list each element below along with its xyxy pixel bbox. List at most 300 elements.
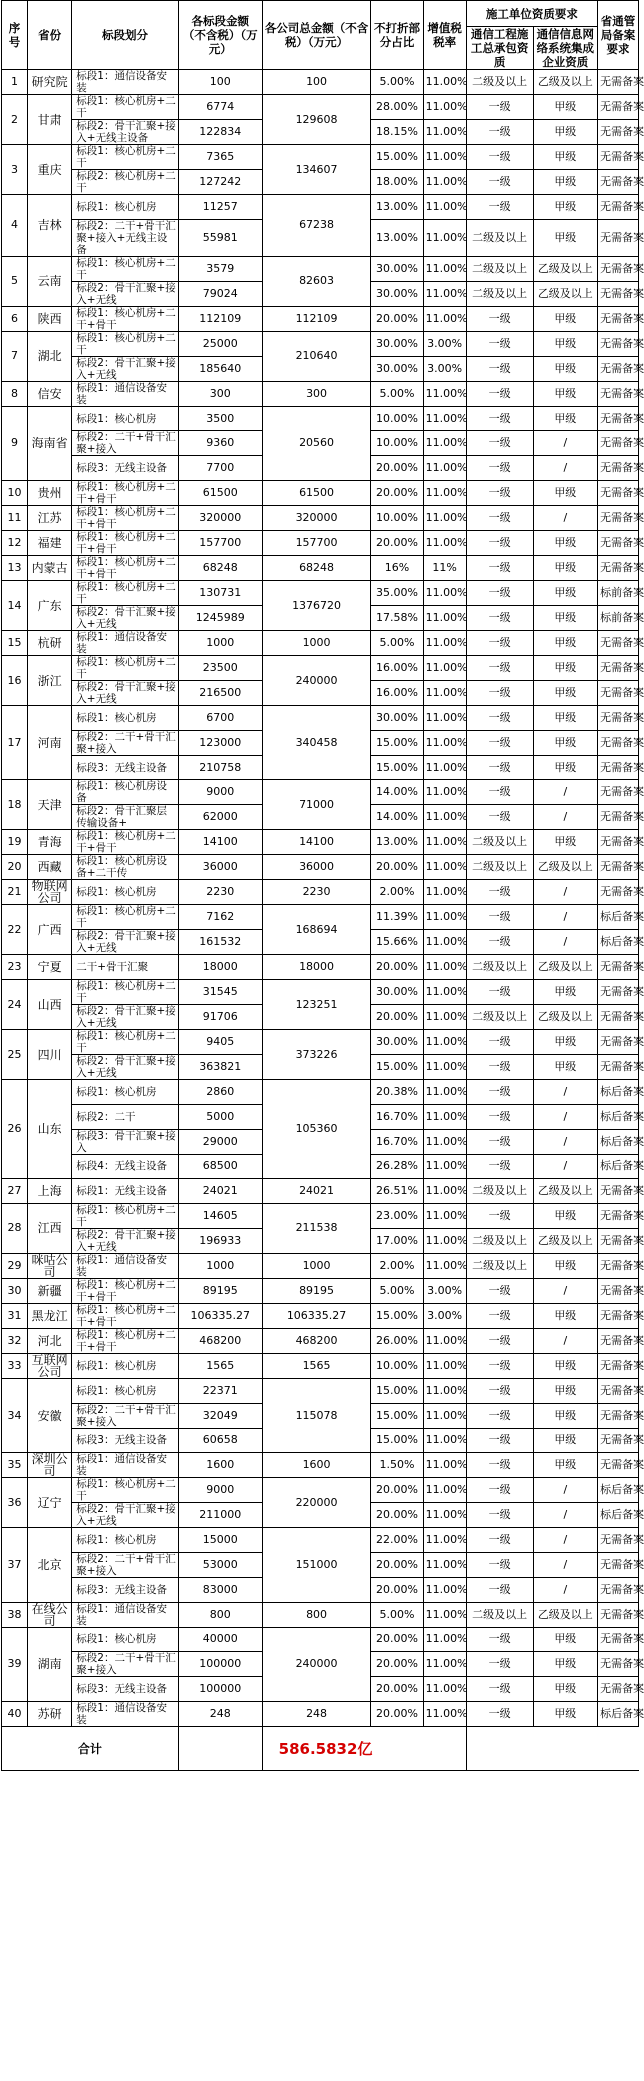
integration-qualification: 乙级及以上 [533,1005,598,1030]
construction-qualification: 一级 [466,381,533,406]
integration-qualification: 甲级 [533,581,598,606]
company-total: 134607 [262,145,371,195]
vat-rate: 11.00% [423,1677,466,1702]
row-province: 宁夏 [28,955,72,980]
company-total: 129608 [262,95,371,145]
integration-qualification: 乙级及以上 [533,1179,598,1204]
integration-qualification: 甲级 [533,195,598,220]
construction-qualification: 一级 [466,631,533,656]
vat-rate: 11.00% [423,256,466,281]
no-discount-ratio: 22.00% [371,1528,423,1553]
segment-name: 标段2：骨干汇聚+接入+无线 [72,1503,179,1528]
filing-requirement: 无需备案 [598,70,639,95]
integration-qualification: 乙级及以上 [533,70,598,95]
company-total: 123251 [262,980,371,1030]
row-province: 信安 [28,381,72,406]
segment-amount: 123000 [178,730,262,755]
vat-rate: 11.00% [423,606,466,631]
row-province: 辽宁 [28,1478,72,1528]
segment-name: 标段1：核心机房+二干 [72,1478,179,1503]
no-discount-ratio: 16.00% [371,656,423,681]
construction-qualification: 一级 [466,1129,533,1154]
no-discount-ratio: 18.00% [371,170,423,195]
company-total: 1000 [262,1253,371,1278]
no-discount-ratio: 20.00% [371,1552,423,1577]
filing-requirement: 无需备案 [598,306,639,331]
segment-name: 标段1：核心机房设备+二干传 [72,855,179,880]
segment-amount: 1565 [178,1353,262,1378]
vat-rate: 3.00% [423,1303,466,1328]
construction-qualification: 一级 [466,1478,533,1503]
filing-requirement: 无需备案 [598,1428,639,1453]
row-seq: 31 [2,1303,28,1328]
integration-qualification: 甲级 [533,1055,598,1080]
segment-amount: 2860 [178,1080,262,1105]
header-row [2,1,639,27]
filing-requirement: 无需备案 [598,1677,639,1702]
row-seq: 25 [2,1030,28,1080]
no-discount-ratio: 11.39% [371,905,423,930]
filing-requirement: 无需备案 [598,1228,639,1253]
integration-qualification: 乙级及以上 [533,855,598,880]
table-row [2,331,639,356]
row-seq: 39 [2,1627,28,1701]
company-total: 1376720 [262,581,371,631]
filing-requirement: 无需备案 [598,1577,639,1602]
segment-name: 标段2：骨干汇聚+接入+无线 [72,356,179,381]
vat-rate: 11.00% [423,1403,466,1428]
vat-rate: 11.00% [423,506,466,531]
construction-qualification: 一级 [466,1627,533,1652]
vat-rate: 11.00% [423,581,466,606]
construction-qualification: 一级 [466,170,533,195]
construction-qualification: 一级 [466,456,533,481]
construction-qualification: 二级及以上 [466,830,533,855]
integration-qualification: 甲级 [533,755,598,780]
row-province: 云南 [28,256,72,306]
segment-amount: 61500 [178,481,262,506]
segment-name: 标段2：骨干汇聚+接入+无线 [72,606,179,631]
table-row [2,506,639,531]
row-seq: 32 [2,1328,28,1353]
no-discount-ratio: 14.00% [371,805,423,830]
segment-amount: 161532 [178,930,262,955]
row-seq: 14 [2,581,28,631]
construction-qualification: 一级 [466,145,533,170]
no-discount-ratio: 23.00% [371,1203,423,1228]
vat-rate: 11.00% [423,1478,466,1503]
integration-qualification: 甲级 [533,406,598,431]
table-row [2,855,639,880]
row-province: 山西 [28,980,72,1030]
integration-qualification: 甲级 [533,1652,598,1677]
vat-rate: 11.00% [423,1552,466,1577]
vat-rate: 11.00% [423,955,466,980]
vat-rate: 11.00% [423,930,466,955]
construction-qualification: 一级 [466,1328,533,1353]
row-province: 互联网公司 [28,1353,72,1378]
integration-qualification: / [533,1080,598,1105]
total-spacer [178,1727,262,1771]
row-province: 河北 [28,1328,72,1353]
filing-requirement: 无需备案 [598,1179,639,1204]
no-discount-ratio: 28.00% [371,95,423,120]
integration-qualification: 甲级 [533,1677,598,1702]
company-total: 373226 [262,1030,371,1080]
row-province: 在线公司 [28,1602,72,1627]
segment-name: 标段1：核心机房 [72,880,179,905]
construction-qualification: 二级及以上 [466,955,533,980]
vat-rate: 11.00% [423,1702,466,1727]
table-row [2,631,639,656]
no-discount-ratio: 20.00% [371,955,423,980]
company-total: 61500 [262,481,371,506]
row-province: 吉林 [28,195,72,257]
vat-rate: 11.00% [423,1055,466,1080]
integration-qualification: 甲级 [533,356,598,381]
segment-name: 标段1：核心机房 [72,1080,179,1105]
table-row [2,1378,639,1403]
vat-rate: 11.00% [423,1104,466,1129]
row-province: 苏研 [28,1702,72,1727]
construction-qualification: 一级 [466,1577,533,1602]
no-discount-ratio: 30.00% [371,256,423,281]
row-seq: 26 [2,1080,28,1179]
segment-amount: 31545 [178,980,262,1005]
segment-name: 标段1：核心机房+二干 [72,256,179,281]
no-discount-ratio: 20.00% [371,855,423,880]
filing-requirement: 无需备案 [598,830,639,855]
filing-requirement: 无需备案 [598,481,639,506]
integration-qualification: 甲级 [533,606,598,631]
segment-amount: 15000 [178,1528,262,1553]
segment-name: 标段3：无线主设备 [72,1428,179,1453]
integration-qualification: 甲级 [533,1627,598,1652]
vat-rate: 11.00% [423,706,466,731]
integration-qualification: 甲级 [533,556,598,581]
no-discount-ratio: 15.00% [371,1428,423,1453]
segment-amount: 196933 [178,1228,262,1253]
company-total: 2230 [262,880,371,905]
segment-name: 标段2：骨干汇聚+接入+无线主设备 [72,120,179,145]
construction-qualification: 一级 [466,905,533,930]
filing-requirement: 无需备案 [598,706,639,731]
filing-requirement: 无需备案 [598,805,639,830]
vat-rate: 11.00% [423,1253,466,1278]
no-discount-ratio: 5.00% [371,70,423,95]
integration-qualification: 甲级 [533,1353,598,1378]
integration-qualification: / [533,456,598,481]
filing-requirement: 标后备案 [598,1503,639,1528]
integration-qualification: 乙级及以上 [533,955,598,980]
row-province: 贵州 [28,481,72,506]
construction-qualification: 一级 [466,706,533,731]
segment-amount: 11257 [178,195,262,220]
filing-requirement: 无需备案 [598,1528,639,1553]
no-discount-ratio: 20.00% [371,1577,423,1602]
table-row [2,1328,639,1353]
vat-rate: 11.00% [423,980,466,1005]
construction-qualification: 一级 [466,1403,533,1428]
segment-amount: 14100 [178,830,262,855]
filing-requirement: 无需备案 [598,356,639,381]
row-province: 江西 [28,1203,72,1253]
company-total: 157700 [262,531,371,556]
vat-rate: 11.00% [423,170,466,195]
segment-name: 标段1：核心机房+二干+骨干 [72,830,179,855]
header-filing-requirement: 省通管局备案要求 [598,1,639,70]
integration-qualification: 甲级 [533,170,598,195]
no-discount-ratio: 20.00% [371,1503,423,1528]
integration-qualification: 甲级 [533,120,598,145]
company-total: 151000 [262,1528,371,1602]
segment-amount: 468200 [178,1328,262,1353]
no-discount-ratio: 20.00% [371,531,423,556]
construction-qualification: 一级 [466,1378,533,1403]
segment-amount: 9000 [178,1478,262,1503]
segment-amount: 100000 [178,1677,262,1702]
construction-qualification: 一级 [466,306,533,331]
filing-requirement: 无需备案 [598,256,639,281]
segment-name: 标段2：二干+骨干汇聚+接入+无线主设备 [72,219,179,256]
segment-amount: 363821 [178,1055,262,1080]
filing-requirement: 无需备案 [598,1328,639,1353]
segment-name: 标段2：骨干汇聚+接入+无线 [72,1228,179,1253]
row-seq: 20 [2,855,28,880]
no-discount-ratio: 10.00% [371,506,423,531]
segment-amount: 216500 [178,681,262,706]
segment-amount: 91706 [178,1005,262,1030]
segment-name: 标段2：核心机房+二干 [72,170,179,195]
vat-rate: 11.00% [423,780,466,805]
construction-qualification: 一级 [466,755,533,780]
filing-requirement: 无需备案 [598,456,639,481]
row-province: 四川 [28,1030,72,1080]
table-row [2,706,639,731]
row-province: 青海 [28,830,72,855]
company-total: 82603 [262,256,371,306]
construction-qualification: 二级及以上 [466,219,533,256]
segment-amount: 800 [178,1602,262,1627]
company-total: 1000 [262,631,371,656]
filing-requirement: 无需备案 [598,431,639,456]
segment-name: 标段1：核心机房+二干 [72,1030,179,1055]
construction-qualification: 一级 [466,1528,533,1553]
construction-qualification: 二级及以上 [466,1005,533,1030]
segment-amount: 18000 [178,955,262,980]
segment-amount: 83000 [178,1577,262,1602]
header-segment: 标段划分 [72,1,179,70]
no-discount-ratio: 30.00% [371,706,423,731]
row-seq: 27 [2,1179,28,1204]
company-total: 1565 [262,1353,371,1378]
segment-amount: 24021 [178,1179,262,1204]
integration-qualification: 甲级 [533,631,598,656]
row-seq: 2 [2,95,28,145]
filing-requirement: 无需备案 [598,95,639,120]
segment-name: 标段1：核心机房+二干+骨干 [72,506,179,531]
row-province: 甘肃 [28,95,72,145]
company-total: 71000 [262,780,371,830]
company-total: 168694 [262,905,371,955]
vat-rate: 11.00% [423,1378,466,1403]
table-row [2,656,639,681]
segment-name: 标段2：二干+骨干汇聚+接入 [72,1403,179,1428]
construction-qualification: 一级 [466,1652,533,1677]
segment-amount: 130731 [178,581,262,606]
segment-name: 标段2：骨干汇聚+接入+无线 [72,681,179,706]
segment-name: 标段2：骨干汇聚层传输设备+ [72,805,179,830]
construction-qualification: 一级 [466,1278,533,1303]
segment-amount: 9405 [178,1030,262,1055]
integration-qualification: 甲级 [533,1203,598,1228]
header-segment-amount: 各标段金额（不含税）（万元） [178,1,262,70]
segment-name: 标段2：二干+骨干汇聚+接入 [72,1552,179,1577]
filing-requirement: 无需备案 [598,1253,639,1278]
integration-qualification: / [533,1528,598,1553]
construction-qualification: 二级及以上 [466,855,533,880]
segment-amount: 23500 [178,656,262,681]
segment-name: 标段1：核心机房+二干 [72,581,179,606]
vat-rate: 11.00% [423,1453,466,1478]
segment-amount: 1600 [178,1453,262,1478]
segment-amount: 185640 [178,356,262,381]
segment-amount: 68248 [178,556,262,581]
filing-requirement: 无需备案 [598,219,639,256]
segment-amount: 7162 [178,905,262,930]
row-province: 福建 [28,531,72,556]
filing-requirement: 无需备案 [598,656,639,681]
total-row [2,1727,639,1771]
segment-name: 标段1：通信设备安装 [72,1453,179,1478]
company-total: 211538 [262,1203,371,1253]
table-row [2,1203,639,1228]
no-discount-ratio: 15.00% [371,730,423,755]
row-seq: 4 [2,195,28,257]
segment-amount: 32049 [178,1403,262,1428]
no-discount-ratio: 16% [371,556,423,581]
row-seq: 8 [2,381,28,406]
vat-rate: 11.00% [423,1179,466,1204]
filing-requirement: 无需备案 [598,681,639,706]
vat-rate: 11.00% [423,406,466,431]
integration-qualification: 甲级 [533,706,598,731]
segment-amount: 5000 [178,1104,262,1129]
row-seq: 7 [2,331,28,381]
vat-rate: 11.00% [423,219,466,256]
company-total: 100 [262,70,371,95]
integration-qualification: / [533,431,598,456]
vat-rate: 11.00% [423,306,466,331]
segment-name: 标段1：核心机房+二干 [72,905,179,930]
vat-rate: 3.00% [423,356,466,381]
row-province: 咪咕公司 [28,1253,72,1278]
row-province: 山东 [28,1080,72,1179]
integration-qualification: 甲级 [533,95,598,120]
integration-qualification: 甲级 [533,1428,598,1453]
filing-requirement: 标后备案 [598,905,639,930]
table-row [2,556,639,581]
header-vat-rate: 增值税税率 [423,1,466,70]
vat-rate: 11.00% [423,1129,466,1154]
integration-qualification: 甲级 [533,331,598,356]
no-discount-ratio: 30.00% [371,281,423,306]
filing-requirement: 标前备案 [598,581,639,606]
table-row [2,905,639,930]
company-total: 468200 [262,1328,371,1353]
integration-qualification: 甲级 [533,531,598,556]
integration-qualification: 甲级 [533,681,598,706]
construction-qualification: 一级 [466,980,533,1005]
vat-rate: 11.00% [423,145,466,170]
construction-qualification: 一级 [466,581,533,606]
segment-amount: 1000 [178,631,262,656]
segment-name: 标段3：无线主设备 [72,755,179,780]
no-discount-ratio: 10.00% [371,406,423,431]
row-seq: 11 [2,506,28,531]
header-seq: 序号 [2,1,28,70]
segment-amount: 320000 [178,506,262,531]
row-province: 海南省 [28,406,72,480]
header-construction-qualification: 通信工程施工总承包资质 [466,27,533,70]
integration-qualification: 甲级 [533,219,598,256]
table-row [2,531,639,556]
no-discount-ratio: 15.00% [371,145,423,170]
row-province: 安徽 [28,1378,72,1452]
segment-amount: 248 [178,1702,262,1727]
row-province: 湖南 [28,1627,72,1701]
no-discount-ratio: 5.00% [371,631,423,656]
table-row [2,1179,639,1204]
row-province: 重庆 [28,145,72,195]
no-discount-ratio: 20.00% [371,306,423,331]
segment-amount: 1000 [178,1253,262,1278]
vat-rate: 11.00% [423,1154,466,1179]
row-seq: 29 [2,1253,28,1278]
construction-qualification: 一级 [466,1677,533,1702]
row-seq: 5 [2,256,28,306]
integration-qualification: 甲级 [533,1403,598,1428]
vat-rate: 11.00% [423,120,466,145]
segment-amount: 3500 [178,406,262,431]
table-row [2,780,639,805]
vat-rate: 11.00% [423,755,466,780]
company-total: 220000 [262,1478,371,1528]
filing-requirement: 无需备案 [598,1055,639,1080]
no-discount-ratio: 10.00% [371,431,423,456]
vat-rate: 11.00% [423,1228,466,1253]
row-seq: 24 [2,980,28,1030]
vat-rate: 11.00% [423,1328,466,1353]
segment-amount: 100000 [178,1652,262,1677]
company-total: 20560 [262,406,371,480]
integration-qualification: 甲级 [533,830,598,855]
table-row [2,980,639,1005]
row-seq: 23 [2,955,28,980]
integration-qualification: / [533,1552,598,1577]
row-province: 深圳公司 [28,1453,72,1478]
segment-name: 标段2：二干+骨干汇聚+接入 [72,730,179,755]
segment-amount: 9000 [178,780,262,805]
filing-requirement: 无需备案 [598,145,639,170]
filing-requirement: 无需备案 [598,1203,639,1228]
segment-amount: 60658 [178,1428,262,1453]
no-discount-ratio: 15.66% [371,930,423,955]
row-seq: 30 [2,1278,28,1303]
segment-amount: 68500 [178,1154,262,1179]
no-discount-ratio: 5.00% [371,381,423,406]
segment-name: 标段1：通信设备安装 [72,381,179,406]
